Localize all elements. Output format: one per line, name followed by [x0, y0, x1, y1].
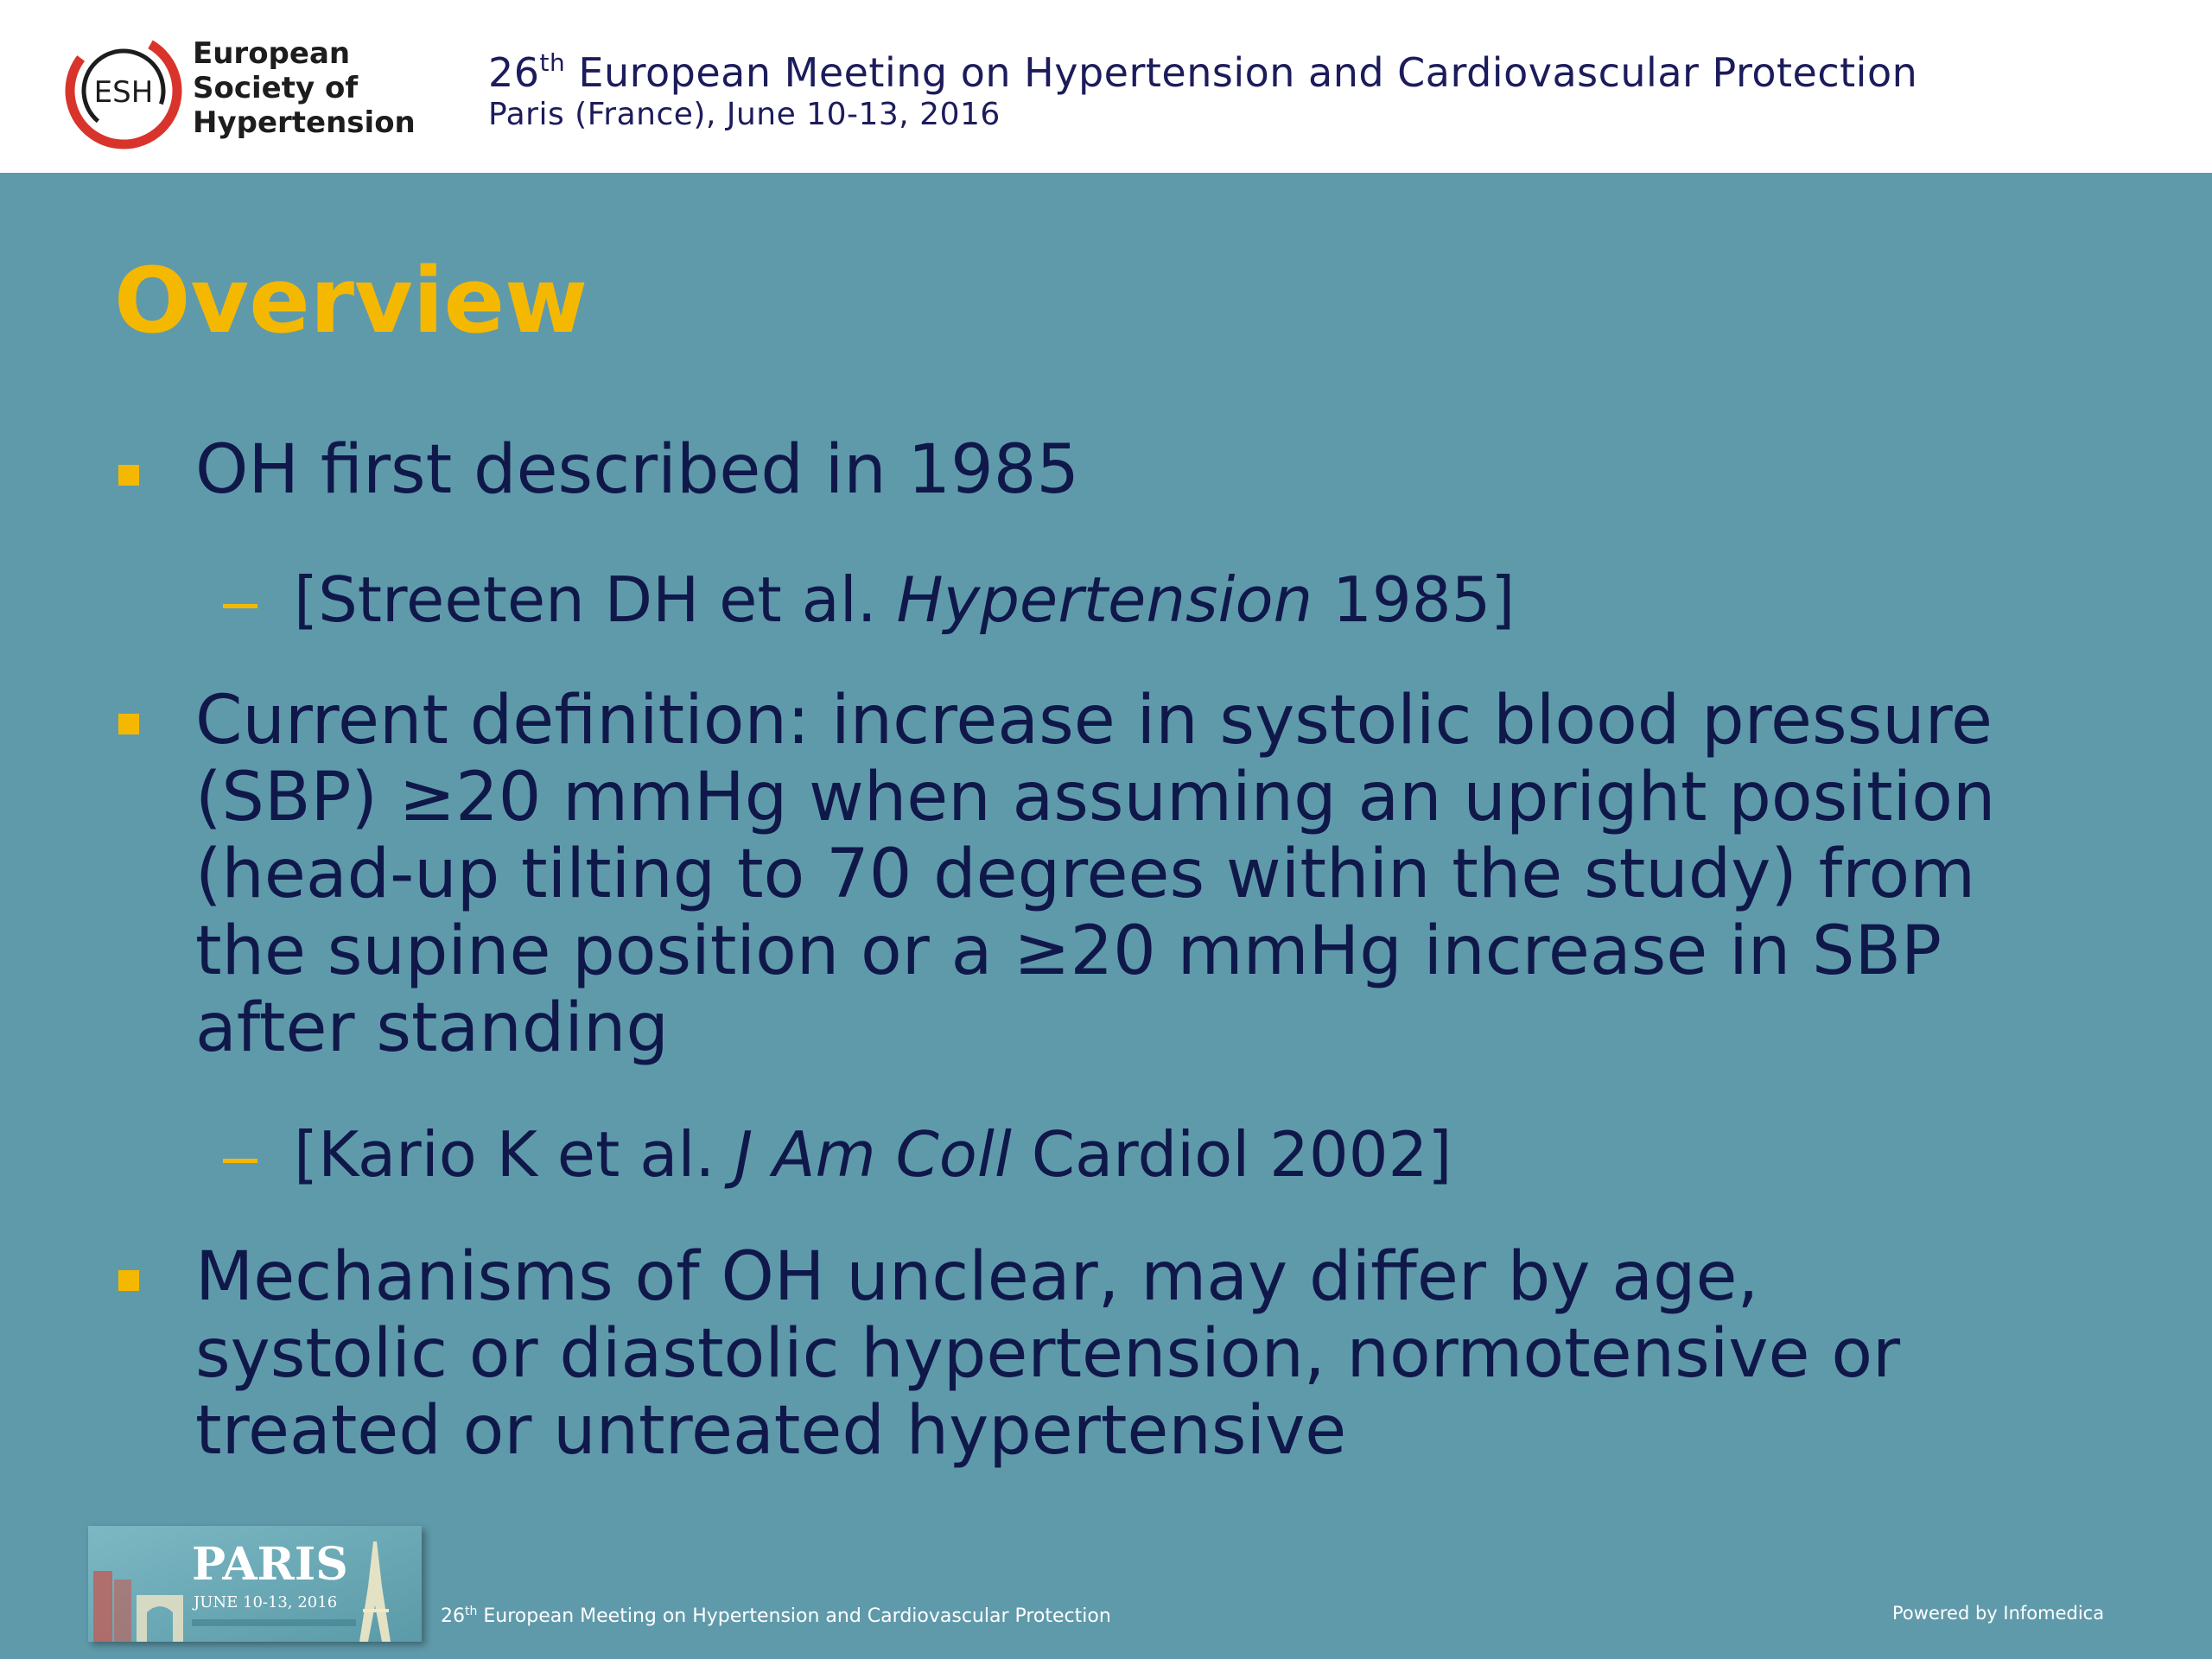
citation-text: [Streeten DH et al. [294, 563, 897, 636]
conference-location: Paris (France), June 10-13, 2016 [488, 97, 1001, 132]
bullet-line: after standing [195, 989, 669, 1067]
logo-line: Society of [193, 71, 359, 105]
citation-text: [Kario K et al. [294, 1118, 735, 1191]
conference-suffix: th [539, 48, 566, 77]
journal-name: Hypertension [896, 563, 1313, 636]
bullet-text: OH first described in 1985 [195, 431, 1080, 509]
logo-line: Hypertension [193, 105, 416, 140]
footer-conference-number: 26 [441, 1605, 465, 1627]
badge-city: PARIS [192, 1538, 348, 1591]
conference-header [0, 0, 2212, 173]
reference-citation [294, 563, 1515, 636]
bullet-item [195, 432, 2131, 509]
conference-number: 26 [488, 49, 540, 96]
bullet-line: (SBP) ≥20 mmHg when assuming an upright position [195, 759, 1996, 836]
conference-title [488, 48, 1917, 96]
bullet-line: the supine position or a ≥20 mmHg increase in SBP [195, 912, 1942, 990]
sub-bullet-dash [223, 604, 257, 608]
citation-text: 1985] [1313, 563, 1516, 636]
reference-citation [294, 1118, 1452, 1191]
sub-bullet-dash [223, 1159, 257, 1163]
esh-logo [59, 26, 439, 156]
footer-conference-suffix: th [465, 1605, 478, 1618]
logo-acronym: ESH [93, 75, 154, 110]
bullet-marker [118, 1270, 139, 1291]
paris-badge-illustration [88, 1526, 422, 1642]
bullet-line: Current definition: increase in systolic blood pressure [195, 682, 1993, 760]
bullet-item [195, 1239, 2131, 1470]
citation-text: Cardiol 2002] [1011, 1118, 1452, 1191]
logo-wordmark [193, 36, 416, 140]
journal-name: J Am Coll [734, 1118, 1012, 1191]
paris-badge-image [88, 1526, 422, 1642]
footer-conference-name: European Meeting on Hypertension and Cardiovascular Protection [483, 1605, 1111, 1627]
footer-conference-title [441, 1605, 1111, 1627]
bullet-line: Mechanisms of OH unclear, may differ by age, [195, 1238, 1759, 1316]
conference-name: European Meeting on Hypertension and Cardiovascular Protection [578, 49, 1918, 96]
slide-title: Overview [114, 248, 588, 353]
logo-line: European [193, 36, 351, 71]
bullet-line: treated or untreated hypertensive [195, 1392, 1347, 1470]
bullet-line: (head-up tilting to 70 degrees within the study) from [195, 836, 1976, 913]
bullet-line: systolic or diastolic hypertension, normotensive or [195, 1315, 1901, 1393]
bullet-item [195, 683, 2131, 1067]
esh-logo-icon [59, 26, 188, 156]
bullet-marker [118, 714, 139, 734]
powered-by-credit: Powered by Infomedica [1892, 1603, 2105, 1624]
bullet-marker [118, 465, 139, 486]
badge-date: JUNE 10-13, 2016 [194, 1593, 338, 1611]
